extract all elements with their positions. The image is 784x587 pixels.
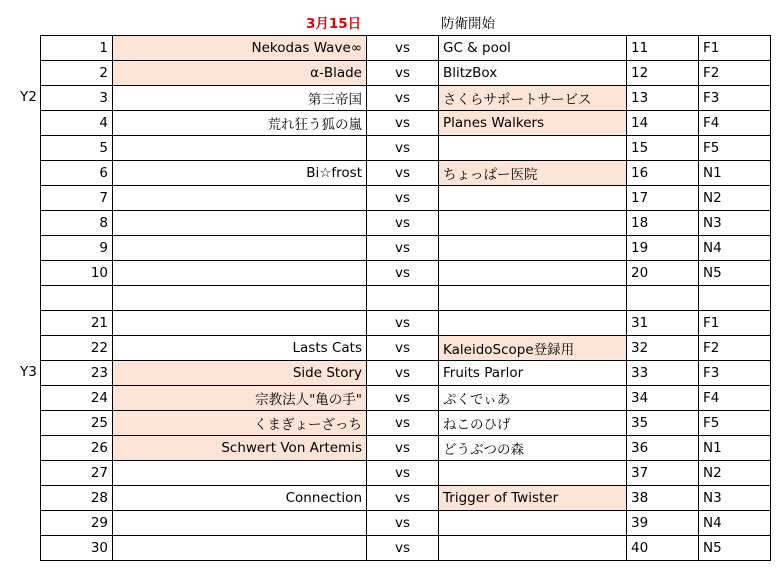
row-number: 22	[41, 336, 113, 361]
slot-code: F3	[699, 361, 771, 386]
slot-code: F3	[699, 86, 771, 111]
away-number: 38	[627, 486, 699, 511]
table-row	[41, 111, 771, 136]
table-row	[41, 36, 771, 61]
away-number: 39	[627, 511, 699, 536]
table-row	[41, 436, 771, 461]
table-row	[41, 86, 771, 111]
table-row	[41, 486, 771, 511]
away-team: Planes Walkers	[439, 111, 627, 136]
slot-code: F2	[699, 336, 771, 361]
row-number: 7	[41, 186, 113, 211]
away-number: 20	[627, 261, 699, 286]
empty-cell	[41, 286, 113, 311]
home-team: Nekodas Wave∞	[113, 36, 367, 61]
empty-cell	[699, 286, 771, 311]
away-team: ねこのひげ	[439, 411, 627, 436]
away-team: さくらサポートサービス	[439, 86, 627, 111]
away-number: 32	[627, 336, 699, 361]
away-team	[439, 261, 627, 286]
row-number: 8	[41, 211, 113, 236]
table-row	[41, 536, 771, 561]
table-row	[41, 336, 771, 361]
away-team: BlitzBox	[439, 61, 627, 86]
row-number: 2	[41, 61, 113, 86]
away-number: 11	[627, 36, 699, 61]
row-number: 27	[41, 461, 113, 486]
vs-label: vs	[367, 61, 439, 86]
away-number: 18	[627, 211, 699, 236]
home-team: Side Story	[113, 361, 367, 386]
row-number: 30	[41, 536, 113, 561]
home-team: Bi☆frost	[113, 161, 367, 186]
row-number: 28	[41, 486, 113, 511]
empty-cell	[113, 286, 367, 311]
home-team	[113, 536, 367, 561]
home-team	[113, 311, 367, 336]
away-team	[439, 511, 627, 536]
vs-label: vs	[367, 86, 439, 111]
away-number: 12	[627, 61, 699, 86]
vs-label: vs	[367, 411, 439, 436]
row-number: 25	[41, 411, 113, 436]
vs-label: vs	[367, 336, 439, 361]
header-date: 3月15日	[306, 16, 362, 32]
table-row	[41, 211, 771, 236]
away-team	[439, 311, 627, 336]
away-team: ぷくでぃあ	[439, 386, 627, 411]
home-team	[113, 461, 367, 486]
slot-code: N3	[699, 211, 771, 236]
table-row	[41, 361, 771, 386]
empty-cell	[439, 286, 627, 311]
header-title: 防衛開始	[441, 16, 495, 32]
vs-label: vs	[367, 311, 439, 336]
home-team	[113, 236, 367, 261]
home-team: Lasts Cats	[113, 336, 367, 361]
away-number: 19	[627, 236, 699, 261]
slot-code: F5	[699, 136, 771, 161]
slot-code: N1	[699, 436, 771, 461]
slot-code: N5	[699, 261, 771, 286]
away-number: 13	[627, 86, 699, 111]
row-number: 24	[41, 386, 113, 411]
away-number: 31	[627, 311, 699, 336]
slot-code: F5	[699, 411, 771, 436]
home-team: 宗教法人"亀の手"	[113, 386, 367, 411]
slot-code: F1	[699, 36, 771, 61]
table-row	[41, 186, 771, 211]
row-number: 10	[41, 261, 113, 286]
slot-code: N1	[699, 161, 771, 186]
table-row	[41, 161, 771, 186]
empty-cell	[367, 286, 439, 311]
table-row	[41, 411, 771, 436]
match-table	[40, 35, 771, 561]
row-number: 1	[41, 36, 113, 61]
home-team: くまぎょーざっち	[113, 411, 367, 436]
away-team	[439, 461, 627, 486]
vs-label: vs	[367, 236, 439, 261]
table-row	[41, 136, 771, 161]
vs-label: vs	[367, 36, 439, 61]
table-row	[41, 386, 771, 411]
group-label: Y3	[20, 364, 37, 380]
slot-code: F4	[699, 111, 771, 136]
row-number: 26	[41, 436, 113, 461]
vs-label: vs	[367, 511, 439, 536]
vs-label: vs	[367, 461, 439, 486]
slot-code: F1	[699, 311, 771, 336]
row-number: 5	[41, 136, 113, 161]
away-number: 33	[627, 361, 699, 386]
slot-code: N2	[699, 186, 771, 211]
table-row	[41, 311, 771, 336]
home-team	[113, 186, 367, 211]
row-number: 6	[41, 161, 113, 186]
slot-code: F4	[699, 386, 771, 411]
row-number: 9	[41, 236, 113, 261]
table-row	[41, 461, 771, 486]
spacer-row	[41, 286, 771, 311]
away-team: GC & pool	[439, 36, 627, 61]
vs-label: vs	[367, 111, 439, 136]
vs-label: vs	[367, 536, 439, 561]
away-team: Fruits Parlor	[439, 361, 627, 386]
group-label: Y2	[20, 89, 37, 105]
vs-label: vs	[367, 186, 439, 211]
slot-code: N2	[699, 461, 771, 486]
away-number: 14	[627, 111, 699, 136]
home-team: 荒れ狂う狐の嵐	[113, 111, 367, 136]
away-team: KaleidoScope登録用	[439, 336, 627, 361]
away-team	[439, 536, 627, 561]
row-number: 4	[41, 111, 113, 136]
slot-code: N3	[699, 486, 771, 511]
vs-label: vs	[367, 261, 439, 286]
vs-label: vs	[367, 136, 439, 161]
slot-code: N5	[699, 536, 771, 561]
away-number: 17	[627, 186, 699, 211]
away-team: どうぶつの森	[439, 436, 627, 461]
away-number: 15	[627, 136, 699, 161]
row-number: 21	[41, 311, 113, 336]
away-number: 35	[627, 411, 699, 436]
row-number: 23	[41, 361, 113, 386]
away-number: 36	[627, 436, 699, 461]
slot-code: N4	[699, 511, 771, 536]
home-team: α-Blade	[113, 61, 367, 86]
home-team	[113, 211, 367, 236]
away-team	[439, 236, 627, 261]
home-team: 第三帝国	[113, 86, 367, 111]
home-team	[113, 136, 367, 161]
vs-label: vs	[367, 486, 439, 511]
away-team	[439, 211, 627, 236]
away-team: Trigger of Twister	[439, 486, 627, 511]
table-row	[41, 261, 771, 286]
home-team: Schwert Von Artemis	[113, 436, 367, 461]
away-team	[439, 136, 627, 161]
vs-label: vs	[367, 386, 439, 411]
row-number: 3	[41, 86, 113, 111]
away-team: ちょっぱー医院	[439, 161, 627, 186]
vs-label: vs	[367, 211, 439, 236]
home-team	[113, 261, 367, 286]
away-team	[439, 186, 627, 211]
table-row	[41, 236, 771, 261]
away-number: 40	[627, 536, 699, 561]
vs-label: vs	[367, 161, 439, 186]
away-number: 34	[627, 386, 699, 411]
slot-code: N4	[699, 236, 771, 261]
table-row	[41, 61, 771, 86]
vs-label: vs	[367, 361, 439, 386]
row-number: 29	[41, 511, 113, 536]
away-number: 16	[627, 161, 699, 186]
home-team: Connection	[113, 486, 367, 511]
home-team	[113, 511, 367, 536]
table-row	[41, 511, 771, 536]
slot-code: F2	[699, 61, 771, 86]
vs-label: vs	[367, 436, 439, 461]
empty-cell	[627, 286, 699, 311]
away-number: 37	[627, 461, 699, 486]
